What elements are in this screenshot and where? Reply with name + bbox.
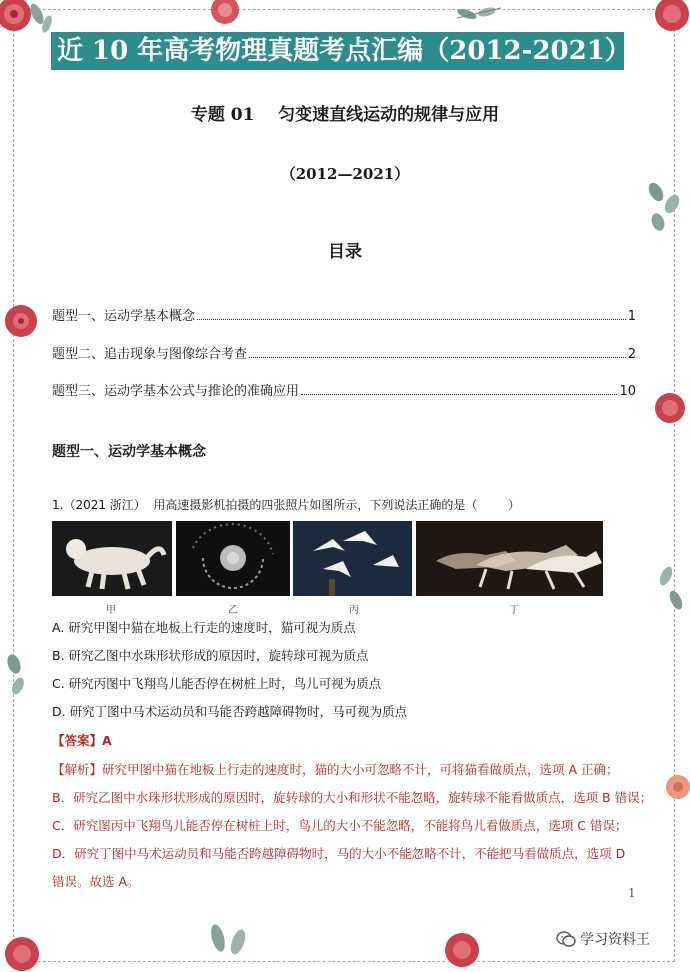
photo-label: 丙 [349,605,359,616]
photo-birds [293,521,412,596]
answer-option: B. 研究乙图中水珠形状形成的原因时，旋转球可视为质点 [52,648,369,663]
toc-entry-label: 题型一、运动学基本概念 [52,309,196,324]
wechat-account-name: 学习资料王 [580,932,650,948]
rose-icon [660,770,690,804]
leaf-icon [455,0,505,30]
toc-leader-dots [249,357,626,358]
toc-entry[interactable] [52,305,636,324]
analysis-line: B．研究乙图中水珠形状形成的原因时，旋转球的大小和形状不能忽略，旋转球不能看做质点，选项 B 错误； [52,790,653,805]
wechat-icon [556,931,576,947]
rose-icon [205,0,245,30]
wechat-watermark [556,929,650,949]
analysis-line: D．研究丁图中马术运动员和马能否跨越障碍物时，马的大小不能忽略不计，不能把马看做质点，选项 D [52,846,626,861]
rose-icon [0,300,42,342]
rose-icon [650,0,690,36]
photo-label: 乙 [228,605,238,616]
collection-title-banner: 近 10 年高考物理真题考点汇编（2012-2021） [51,32,624,70]
toc-entry[interactable] [52,380,636,399]
rose-icon [650,388,690,428]
subject-title: 专题 01 匀变速直线运动的规律与应用 [190,105,500,125]
answer-option: C. 研究丙图中飞翔鸟儿能否停在树桩上时，鸟儿可视为质点 [52,676,382,691]
photo-horse-riders [416,521,603,596]
rose-icon [440,928,484,972]
toc-heading: 目录 [328,242,362,262]
year-range: （2012—2021） [280,165,410,183]
leaf-icon [200,918,260,972]
analysis-line: C．研究图丙中飞翔鸟儿能否停在树桩上时，鸟儿的大小不能忽略，不能将鸟儿看做质点，选项 C 错误； [52,818,628,833]
toc-entry-label: 题型三、运动学基本公式与推论的准确应用 [52,384,300,399]
answer-key: 【答案】A [52,733,112,748]
leaf-icon [644,178,684,238]
toc-entry-page: 10 [619,384,636,399]
analysis-line: 错误。故选 A。 [52,874,140,889]
toc-entry[interactable] [52,343,636,362]
photo-cat [52,521,172,596]
analysis-line: 【解析】研究甲图中猫在地板上行走的速度时，猫的大小可忽略不计，可将猫看做质点，选项 A 正确； [52,762,619,777]
toc-entry-label: 题型二、追击现象与图像综合考查 [52,347,248,362]
answer-option: A. 研究甲图中猫在地板上行走的速度时，猫可视为质点 [52,620,356,635]
photo-spinning-ball [176,521,290,596]
section-title: 题型一、运动学基本概念 [52,444,206,460]
leaf-icon [0,650,34,700]
toc-leader-dots [301,394,617,395]
rose-icon [0,930,44,972]
toc-entry-page: 2 [627,347,636,362]
leaf-icon [652,560,690,620]
question-stem: 1.（2021 浙江） 用高速摄影机拍摄的四张照片如图所示，下列说法正确的是（ ） [52,498,520,512]
toc-leader-dots [197,319,626,320]
toc-entry-page: 1 [627,309,636,324]
page-number: 1 [628,886,636,900]
answer-option: D. 研究丁图中马术运动员和马能否跨越障碍物时，马可视为质点 [52,704,408,719]
photo-label: 丁 [509,605,519,616]
photo-label: 甲 [106,605,116,616]
